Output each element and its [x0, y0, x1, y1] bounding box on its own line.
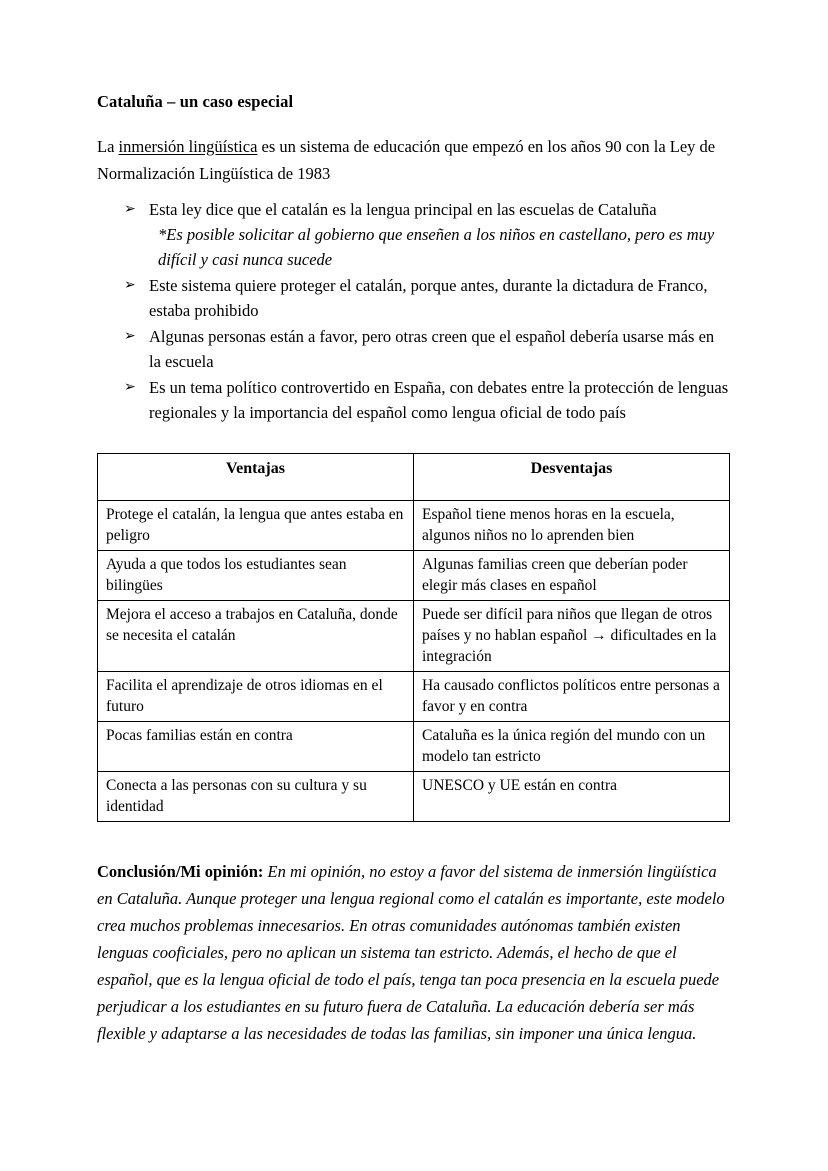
table-cell-desventaja: UNESCO y UE están en contra: [414, 771, 730, 821]
table-header-desventajas: Desventajas: [414, 453, 730, 500]
table-row: [98, 671, 730, 721]
intro-text-before: La: [97, 136, 119, 156]
arrowhead-bullet-icon: ➢: [124, 200, 136, 217]
list-item: [97, 273, 729, 323]
table-cell-ventaja: Conecta a las personas con su cultura y su identidad: [98, 771, 414, 821]
table-cell-ventaja: Ayuda a que todos los estudiantes sean bilingües: [98, 550, 414, 600]
list-item-text: Este sistema quiere proteger el catalán, porque antes, durante la dictadura de Franco, estaba prohibido: [149, 275, 708, 320]
table-cell-desventaja: Ha causado conflictos políticos entre personas a favor y en contra: [414, 671, 730, 721]
arrowhead-bullet-icon: ➢: [124, 378, 136, 395]
document-body: [97, 92, 729, 1063]
intro-text-after: es un sistema de educación que empezó en los años 90 con la Ley de Normalización Lingüística de 1983: [97, 136, 716, 183]
table-cell-desventaja: Español tiene menos horas en la escuela, algunos niños no lo aprenden bien: [414, 500, 730, 550]
list-item: [97, 197, 729, 272]
intro-paragraph: [97, 133, 729, 187]
table-row: [98, 771, 730, 821]
table-row: [98, 550, 730, 600]
list-item: [97, 324, 729, 374]
list-item-note: *Es posible solicitar al gobierno que enseñen a los niños en castellano, pero es muy difícil y casi nunca sucede: [158, 224, 715, 269]
table-cell-desventaja: Puede ser difícil para niños que llegan de otros países y no hablan español → dificultades en la integración: [414, 600, 730, 671]
table-row: [98, 600, 730, 671]
list-item-text: Es un tema político controvertido en España, con debates entre la protección de lenguas regionales y la importancia del español como lengua oficial de todo país: [149, 377, 729, 422]
pros-cons-table-wrapper: [97, 453, 729, 822]
table-cell-desventaja: Algunas familias creen que deberían poder elegir más clases en español: [414, 550, 730, 600]
table-cell-desventaja: Cataluña es la única región del mundo con un modelo tan estricto: [414, 721, 730, 771]
pros-cons-table: [97, 453, 730, 822]
key-points-list: [97, 197, 729, 425]
arrowhead-bullet-icon: ➢: [124, 327, 136, 344]
conclusion-paragraph: [97, 858, 729, 1047]
table-header-row: [98, 453, 730, 500]
table-row: [98, 721, 730, 771]
list-item-text: Esta ley dice que el catalán es la lengua principal en las escuelas de Cataluña: [149, 199, 657, 219]
table-header-ventajas: Ventajas: [98, 453, 414, 500]
list-item-text: Algunas personas están a favor, pero otras creen que el español debería usarse más en la escuela: [149, 326, 715, 371]
arrowhead-bullet-icon: ➢: [124, 276, 136, 293]
table-row: [98, 500, 730, 550]
table-cell-ventaja: Pocas familias están en contra: [98, 721, 414, 771]
page-title: Cataluña – un caso especial: [97, 92, 294, 111]
table-cell-ventaja: Protege el catalán, la lengua que antes estaba en peligro: [98, 500, 414, 550]
intro-underlined-term: inmersión lingüística: [118, 136, 258, 156]
table-cell-ventaja: Mejora el acceso a trabajos en Cataluña, donde se necesita el catalán: [98, 600, 414, 671]
table-cell-ventaja: Facilita el aprendizaje de otros idiomas en el futuro: [98, 671, 414, 721]
conclusion-text: En mi opinión, no estoy a favor del sistema de inmersión lingüística en Cataluña. Aunque proteger una lengua regional como el catalán es importante, este modelo crea muchos problemas innecesarios. En otras comunidades autónomas también existen lenguas cooficiales, pero no aplican un sistema tan estricto. Además, el hecho de que el español, que es la lengua oficial de todo el país, tenga tan poca presencia en la escuela puede perjudicar a los estudiantes en su futuro fuera de Cataluña. La educación debería ser más flexible y adaptarse a las necesidades de todas las familias, sin imponer una única lengua.: [97, 861, 725, 1043]
conclusion-label: Conclusión/Mi opinión:: [97, 861, 264, 881]
list-item: [97, 375, 729, 425]
